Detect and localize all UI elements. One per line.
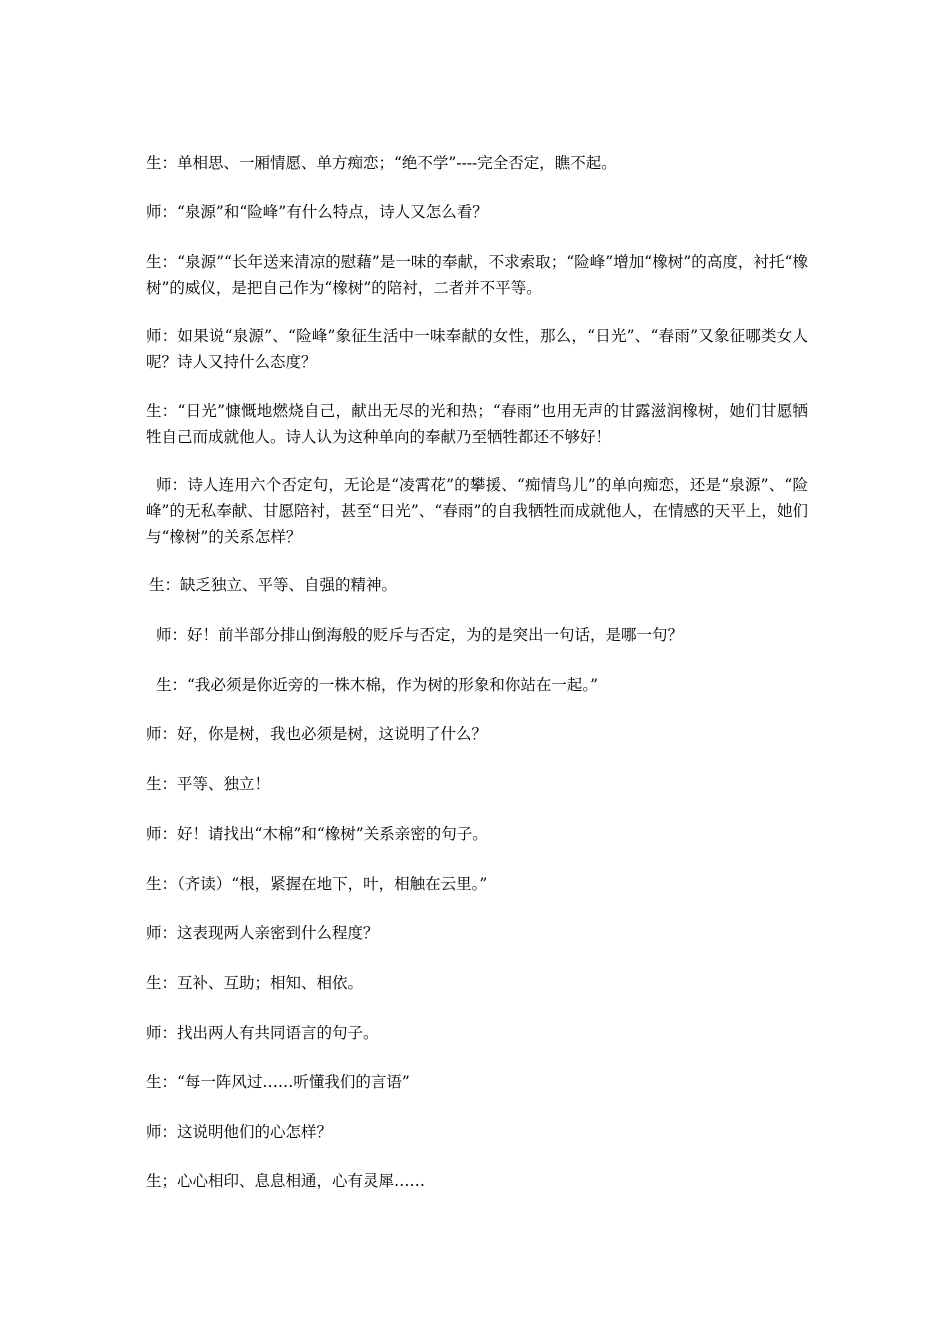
dialogue-line: 师：如果说“泉源”、“险峰”象征生活中一味奉献的女性，那么，“日光”、“春雨”又象征哪类女人呢？诗人又持什么态度？ (146, 327, 808, 371)
dialogue-line: 生：缺乏独立、平等、自强的精神。 (149, 576, 398, 594)
dialogue-line: 师：这说明他们的心怎样？ (146, 1123, 333, 1141)
dialogue-line: 师：这表现两人亲密到什么程度？ (146, 924, 379, 942)
dialogue-line: 生：“泉源”“长年送来清凉的慰藉”是一味的奉献，不求索取；“险峰”增加“橡树”的高度，衬托“橡树”的威仪，是把自己作为“橡树”的陪衬，二者并不平等。 (146, 253, 808, 297)
dialogue-line: 师：诗人连用六个否定句，无论是“凌霄花”的攀援、“痴情鸟儿”的单向痴恋，还是“泉源”、“险峰”的无私奉献、甘愿陪衬，甚至“日光”、“春雨”的自我牺牲而成就他人，在情感的天平上，她们与“橡树”的关系怎样？ (146, 476, 808, 546)
dialogue-line: 师：好！请找出“木棉”和“橡树”关系亲密的句子。 (146, 825, 488, 843)
dialogue-line: 生：“日光”慷慨地燃烧自己，献出无尽的光和热；“春雨”也用无声的甘露滋润橡树，她们甘愿牺牲自己而成就他人。诗人认为这种单向的奉献乃至牺牲都还不够好！ (146, 402, 808, 446)
dialogue-line: 师：好！前半部分排山倒海般的贬斥与否定，为的是突出一句话，是哪一句？ (156, 626, 684, 644)
dialogue-line: 师：找出两人有共同语言的句子。 (146, 1024, 379, 1042)
dialogue-line: 生：平等、独立！ (146, 775, 271, 793)
dialogue-line: 生：互补、互助；相知、相依。 (146, 974, 364, 992)
dialogue-line: 师：好，你是树，我也必须是树，这说明了什么？ (146, 725, 488, 743)
dialogue-line: 生：“我必须是你近旁的一株木棉，作为树的形象和你站在一起。” (156, 676, 599, 694)
dialogue-line: 师：“泉源”和“险峰”有什么特点，诗人又怎么看？ (146, 203, 488, 221)
dialogue-line: 生：“每一阵风过……听懂我们的言语” (146, 1073, 410, 1091)
dialogue-line: 生；心心相印、息息相通，心有灵犀…… (146, 1172, 426, 1190)
dialogue-line: 生：（齐读）“根，紧握在地下，叶，相触在云里。” (146, 875, 488, 893)
dialogue-line: 生：单相思、一厢情愿、单方痴恋；“绝不学”----完全否定，瞧不起。 (146, 154, 617, 172)
